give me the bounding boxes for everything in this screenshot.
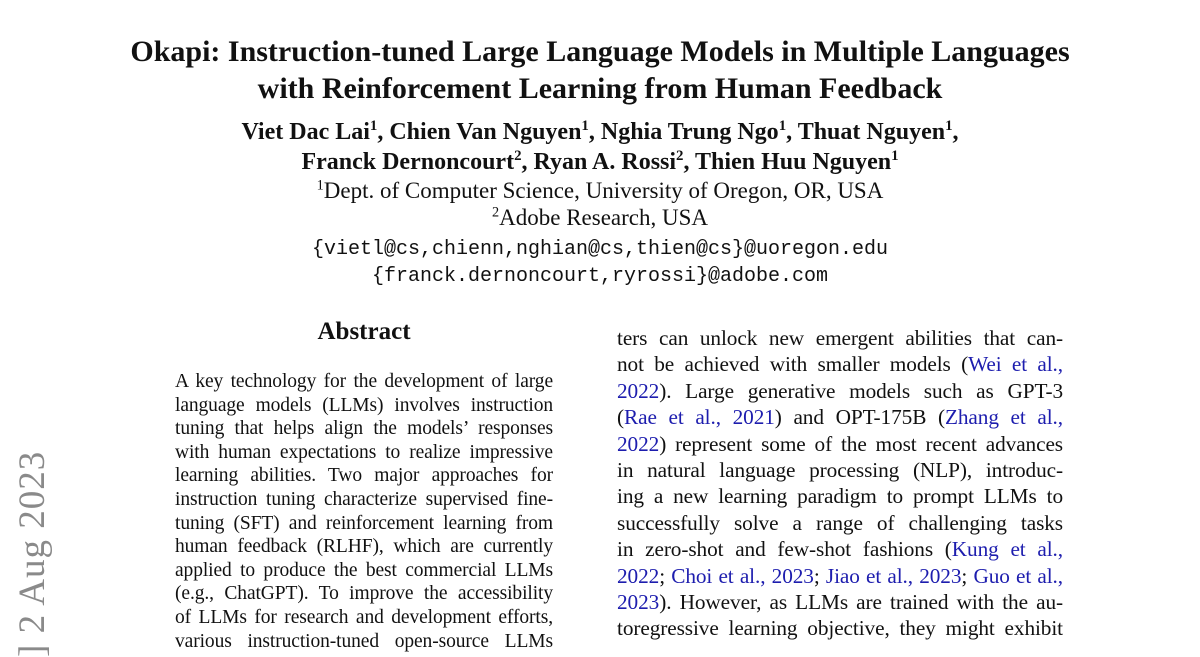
citation-link[interactable]: Choi et al., 2023 [671, 563, 814, 588]
text-segment: Dept. of Computer Science, University of Oregon, OR, USA [323, 178, 884, 203]
text-line: with Reinforcement Learning from Human Feedback [257, 72, 943, 105]
text-line: instruction tuning characterize supervised fine- [175, 488, 553, 510]
text-segment: toregressive learning objective, they might exhibit [617, 616, 1063, 641]
text-segment: , Thuat Nguyen [786, 119, 946, 145]
text-line: tuning that helps align the models’ responses [175, 418, 553, 440]
citation-link[interactable]: Kung et al., [951, 537, 1063, 562]
paper-header [0, 33, 1200, 290]
text-segment: , Ryan A. Rossi [521, 149, 677, 175]
citation-link[interactable]: 2023 [617, 590, 660, 615]
text-line: tuning (SFT) and reinforcement learning from [175, 512, 553, 534]
text-line [0, 117, 1200, 147]
paper-title [0, 33, 1200, 107]
text-segment: , Thien Huu Nguyen [683, 149, 892, 175]
text-line: language models (LLMs) involves instruction [175, 394, 553, 416]
text-line: Okapi: Instruction-tuned Large Language Models in Multiple Languages [130, 35, 1070, 68]
text-segment: Viet Dac Lai [241, 119, 370, 145]
affiliation-list [0, 177, 1200, 231]
text-line: {franck.dernoncourt,ryrossi}@adobe.com [371, 265, 829, 288]
text-line [617, 351, 1063, 377]
text-segment: ing a new learning paradigm to prompt LLMs to [617, 484, 1063, 509]
text-line [617, 431, 1063, 457]
text-line: applied to produce the best commercial LLMs [175, 559, 553, 581]
superscript: 1 [581, 118, 589, 134]
text-line [617, 536, 1063, 562]
text-segment: ; [961, 563, 974, 588]
text-segment: ( [617, 405, 624, 430]
abstract-heading: Abstract [317, 318, 411, 345]
text-line: various instruction-tuned open-source LLMs [175, 630, 553, 652]
text-segment: ) and OPT-175B ( [774, 405, 945, 430]
citation-link[interactable]: Guo et al., [973, 563, 1064, 588]
citation-link[interactable]: 2022 [617, 431, 660, 456]
text-line: with human expectations to realize impressive [175, 441, 553, 463]
text-segment: , Chien Van Nguyen [377, 119, 582, 145]
text-line: {vietl@cs,chienn,nghian@cs,thien@cs}@uoregon.edu [311, 238, 889, 261]
text-segment: ) represent some of the most recent advances [659, 431, 1063, 456]
citation-link[interactable]: Zhang et al., [944, 405, 1063, 430]
superscript: 2 [492, 204, 500, 221]
text-segment: ). However, as LLMs are trained with the au- [659, 590, 1063, 615]
email-list [0, 236, 1200, 290]
text-line [617, 589, 1063, 615]
text-segment: ters can unlock new emergent abilities that can- [617, 326, 1063, 350]
citation-link[interactable]: 2022 [617, 378, 660, 403]
text-segment: ; [813, 563, 826, 588]
superscript: 1 [891, 148, 899, 164]
introduction-column [617, 325, 1063, 642]
text-segment: ). Large generative models such as GPT-3 [659, 378, 1063, 403]
text-line [617, 404, 1063, 430]
text-line: A key technology for the development of large [175, 371, 553, 392]
text-line [617, 510, 1063, 536]
text-segment: in zero-shot and few-shot fashions ( [617, 537, 952, 562]
citation-link[interactable]: Jiao et al., 2023 [825, 563, 962, 588]
superscript: 1 [945, 118, 953, 134]
text-segment: , [952, 119, 959, 145]
citation-link[interactable]: 2022 [617, 563, 660, 588]
text-line: (e.g., ChatGPT). To improve the accessibility [175, 583, 553, 605]
superscript: 1 [778, 118, 787, 134]
text-line [617, 615, 1063, 641]
citation-link[interactable]: Wei et al., [968, 352, 1063, 377]
author-list [0, 117, 1200, 177]
text-line [0, 204, 1200, 231]
text-segment: successfully solve a range of challenging tasks [617, 510, 1063, 535]
text-line [617, 325, 1063, 351]
text-segment: not be achieved with smaller models ( [617, 352, 969, 377]
text-line: learning abilities. Two major approaches for [175, 465, 553, 487]
text-line [617, 563, 1063, 589]
text-line [617, 483, 1063, 509]
superscript: 2 [514, 148, 522, 164]
text-line [617, 457, 1063, 483]
text-line: of LLMs for research and development efforts, [175, 606, 553, 628]
text-line: human feedback (RLHF), which are currently [175, 536, 553, 558]
text-segment: ; [659, 563, 672, 588]
abstract-text [175, 370, 553, 653]
text-segment: in natural language processing (NLP), introduc- [617, 458, 1063, 483]
superscript: 2 [676, 148, 684, 164]
text-segment: Adobe Research, USA [499, 205, 708, 230]
introduction-text [617, 325, 1063, 642]
text-segment: Franck Dernoncourt [301, 149, 515, 175]
text-line [0, 147, 1200, 177]
superscript: 1 [369, 118, 378, 134]
text-line [0, 177, 1200, 204]
text-line [617, 378, 1063, 404]
citation-link[interactable]: Rae et al., 2021 [624, 405, 775, 430]
arxiv-sidebar-banner: ] 2 Aug 2023 [12, 450, 53, 657]
abstract-column [175, 318, 553, 653]
superscript: 1 [316, 177, 324, 194]
text-segment: , Nghia Trung Ngo [588, 119, 779, 145]
